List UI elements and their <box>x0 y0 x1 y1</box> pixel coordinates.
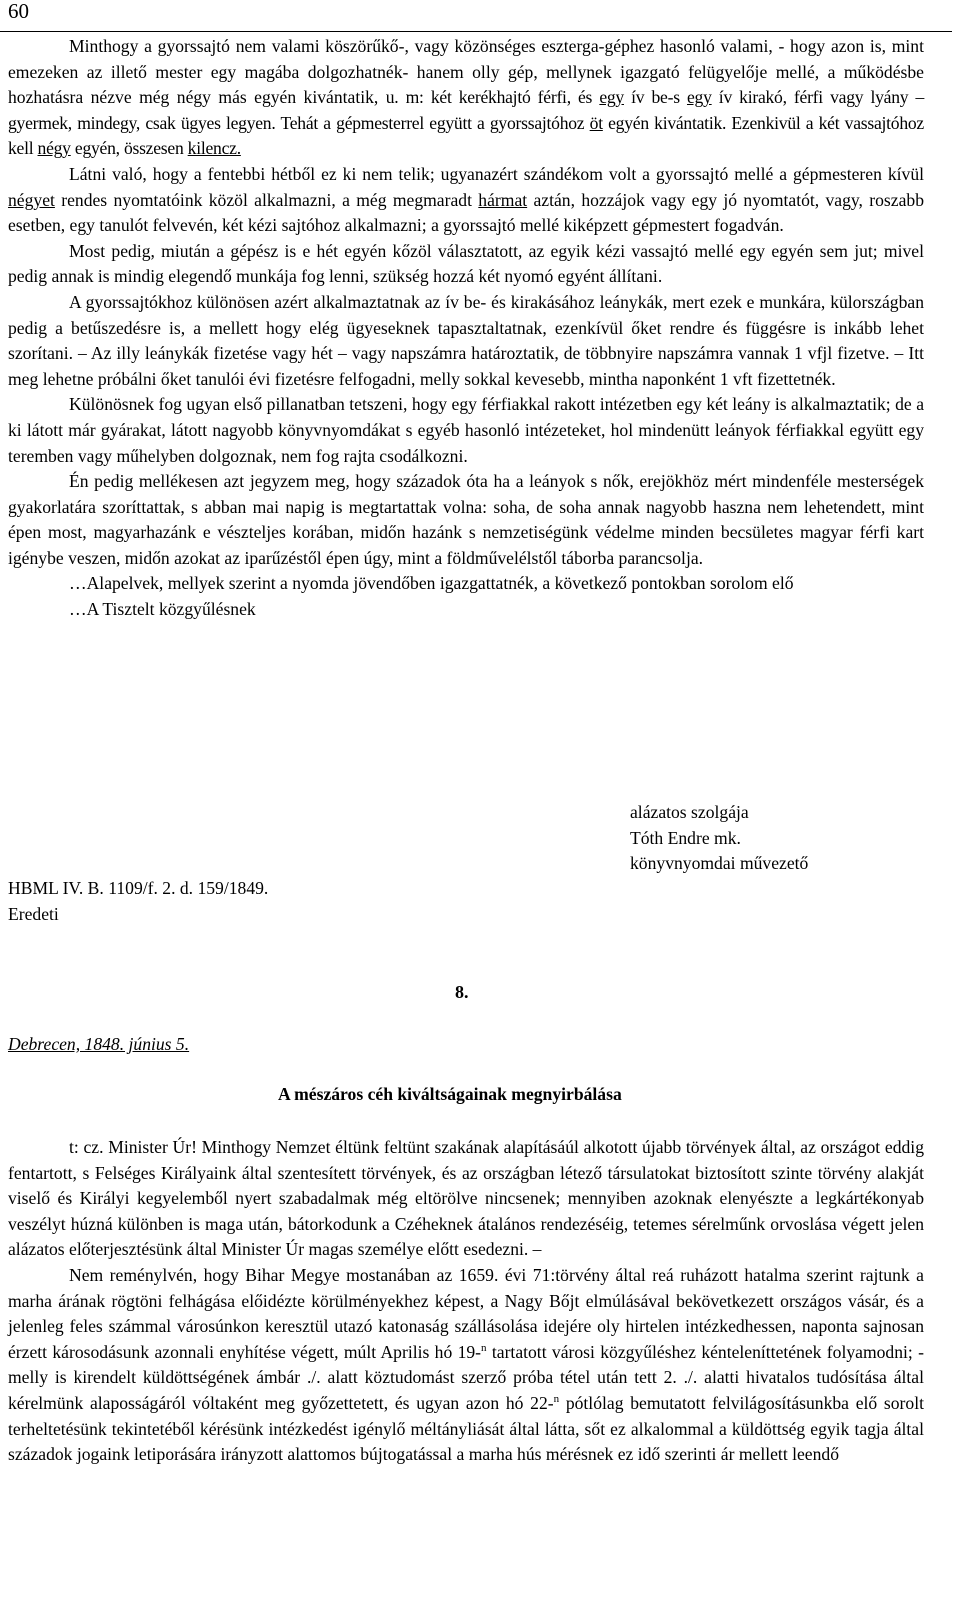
archive-reference: HBML IV. B. 1109/f. 2. d. 159/1849. <box>8 878 269 898</box>
doc8-paragraph-1: t: cz. Minister Úr! Minthogy Nemzet éltünk feltünt szakának alapításáúl alkotott újabb törvények által, az országot eddig fentartott, s Felséges Királyaink által szentesített törvények, és az országban létező társulatokat biztosított szinte törvény alakját viselő és Királyi kegyelemből nyert szabadalmak még eltörölve nincsenek; mennyiben azoknak elenyészte a legkártékonyab veszélyt húzná különben is maga után, bátorkodunk a Czéheknek átalános rendezéséig, tetemes sérelműnk orvoslása végett jelen alázatos előterjesztésünk által Minister Úr magas személye előtt esedezni. – <box>8 1137 924 1260</box>
document-number: 8. <box>455 982 469 1002</box>
header-rule <box>0 31 952 32</box>
paragraph-6: Én pedig mellékesen azt jegyzem meg, hogy századok óta ha a leányok s nők, erejökhöz mért mindenféle mesterségek gyakorlatára szoríttattak, s abban mai napig is megtartattak volna: soha, de soha annak nagyobb haszna nem lehetendett, mint épen most, magyarhazánk e vészteljes korában, midőn hazánk s nemzetiségünk védelme minden becsületes magyar férfi kart igénybe veszen, midőn azokat az iparűzéstől épen úgy, mint a földművelélstől táborba parancsolja. <box>8 471 924 568</box>
addressee-line: …A Tisztelt közgyűlésnek <box>69 599 256 620</box>
paragraph-3: Most pedig, miután a gépész is e hét egyén kőzöl választatott, az egyik kézi vassajtó mellé egy egyén sem jut; mivel pedig annak is mindig elegendő munkája fog lenni, szükség hozzá két nyomó egyént állítani. <box>8 240 924 287</box>
paragraph-4: A gyorssajtókhoz különösen azért alkalmaztatnak az ív be- és kirakásához leánykák, mert ezek e munkára, külországban pedig a betűszedésre is, a mellett hogy elég ügyeseknek tapasztaltatnak, ezenkívül őket rendre és függésre is inkább lehet szorítani. – Az illy leánykák fizetése vagy hét – vagy napszámra határoztatik, de többnyire napszámra vannak 1 vfjl fizetve. – Itt meg lehetne próbálni őket tanulói évi fizetésre felfogadni, melly sokkal kevesebb, mintha naponként 1 vft fizettetnék. <box>8 291 924 389</box>
signature-role: könyvnyomdai művezető <box>630 853 809 874</box>
signature-block <box>630 800 808 877</box>
archive-note: Eredeti <box>8 903 59 924</box>
document-title: A mészáros céh kiváltságainak megnyirbálása <box>278 1084 622 1104</box>
paragraph-1 <box>8 34 924 162</box>
paragraph-1-text: Minthogy a gyorssajtó nem valami köszörűkő-, vagy közönséges eszterga-géphez hasonló valami, - hogy azon is, mint emezeken az illető mester egy magába dolgozhatnék- hanem olly gép, mellynek igazgató felügyelője mellé, a működésbe hozhatásra nézve még négy más egyén kivántatik, <box>8 36 924 108</box>
paragraph-2: Látni való, hogy a fentebbi hétből ez ki nem telik; ugyanazért szándékom volt a gyorssajtó mellé a gépmesteren kívül négyet rendes nyomtatóink közöl alkalmazni, a még megmaradt hármat aztán, hozzájok vagy egy jó nyomtatót, vagy, roszabb esetben, egy tanulót felvevén, két kézi sajtóhoz alkalmazni; a gyorssajtó mellé kiképzett gépmestert fogadván. <box>8 163 924 236</box>
signature-closing: alázatos szolgája <box>630 802 749 822</box>
signature-name: Tóth Endre mk. <box>630 827 741 848</box>
paragraph-1-tail: u. m: két kerékhajtó férfi, és egy ív be-s egy ív kirakó, férfi vagy lyány – gyermek, mindegy, csak ügyes legyen. Tehát a gépmesterrel együtt a gyorssajtóhoz öt egyén kivántatik. Ezenkivül a két vassajtóhoz kell négy egyén, összesen kilencz. <box>8 87 925 159</box>
principles-line: …Alapelvek, mellyek szerint a nyomda jövendőben igazgattatnék, a következő pontokban sorolom elő <box>69 573 794 594</box>
paragraph-5: Különösnek fog ugyan első pillanatban tetszeni, hogy egy férfiakkal rakott intézetben egy két leány is alkalmaztatik; de a ki látott már gyárakat, látott nagyobb könyvnyomdákat s egyéb hasonló intézeteket, hol mindenütt leányok férfiakkal együtt egy teremben vagy műhelyben dolgoznak, nem fog rajta csodálkozni. <box>8 394 924 466</box>
doc8-paragraph-2: Nem reménylvén, hogy Bihar Megye mostanában az 1659. évi 71:törvény által reá ruházott hatalma szerint rajtunk a marha árának rögtöni felhágása előidézte körülményekhez képest, a Nagy Bőjt elmúlásával bekövetkezett országos vásár, és a jelenleg feles számmal városúnkon keresztül utazó katonaság szállásolása idejére oly hirtelen intézkedhessen, naponta sajnosan érzett károsodásunk azonnali enyhítése végett, múlt Aprilis hó 19-$^n$ tartatott városi közgyűléshez kénteleníttetének folyamodni; - melly is kirendelt küldöttségének ámbár ./. alatt köztudomást szerző próba tétel után tett 2. ./. alatti hivatalos tudósítása által kérelmünk alaposságáról vóltaként meg győzettetett, és ugyan azon hó 22-$^n$ pótlólag bemutatott felvilágosításunkba elő sorolt terheltetésünk tekintetéből kérésünk intézkedést igénylő méltányliását által látta, sőt ez alkalommal a küldöttség egyik tagja által századok jogaink letiporására irányzott alattomos bújtogatással a marha hús mérésnek ez idő szerinti ár mellett leendő <box>8 1264 924 1465</box>
document-8-body <box>8 1135 924 1468</box>
place-date: Debrecen, 1848. június 5. <box>8 1034 190 1054</box>
archive-reference-block <box>8 876 268 927</box>
document-7-body <box>8 34 924 623</box>
page-number: 60 <box>8 0 29 23</box>
